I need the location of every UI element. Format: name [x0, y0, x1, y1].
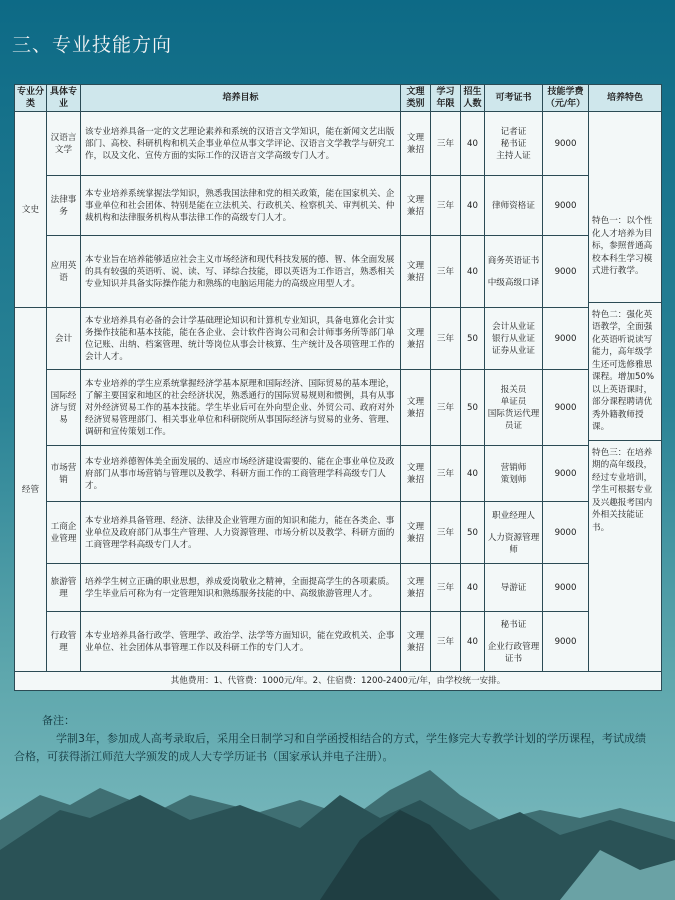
track-cell: 文理兼招 — [401, 308, 431, 370]
cert-line: 银行从业证 — [492, 333, 535, 344]
program-table — [14, 84, 662, 691]
cert-line: 营销师 — [500, 462, 527, 473]
cert-cell — [485, 176, 543, 236]
major-cell: 应用英语 — [47, 236, 81, 308]
header-category: 专业分类 — [15, 85, 47, 112]
track-cell: 文理兼招 — [401, 564, 431, 612]
fee-cell: 9000 — [543, 502, 589, 564]
cert-line: 证券从业证 — [492, 345, 535, 356]
cert-line: 策划师 — [500, 474, 527, 485]
goal-cell: 本专业培养系统掌握法学知识，熟悉我国法律和党的相关政策，能在国家机关、企事业单位和社会团体、特别是能在立法机关、行政机关、检察机关、审判机关、仲裁机构和法律服务机构从事法律工作的高级专门人才。 — [81, 176, 401, 236]
cert-line: 记者证 — [500, 126, 527, 137]
enroll-cell: 40 — [461, 564, 485, 612]
goal-cell: 本专业培养德智体美全面发展的、适应市场经济建设需要的、能在企事业单位及政府部门从事市场营销与管理以及教学、科研方面工作的工商管理学科高级专门人才。 — [81, 446, 401, 502]
header-goal: 培养目标 — [81, 85, 401, 112]
years-cell: 三年 — [431, 502, 461, 564]
goal-cell: 本专业培养具备管理、经济、法律及企业管理方面的知识和能力，能在各类企、事业单位及政府部门从事生产管理、人力资源管理、市场分析以及教学、科研方面的工商管理学科高级专门人才。 — [81, 502, 401, 564]
enroll-cell: 50 — [461, 370, 485, 446]
cert-line: 报关员 — [500, 384, 527, 395]
major-cell: 汉语言文学 — [47, 112, 81, 176]
major-cell: 行政管理 — [47, 612, 81, 672]
cert-cell — [485, 502, 543, 564]
table-row — [15, 176, 662, 236]
header-major: 具体专业 — [47, 85, 81, 112]
track-cell: 文理兼招 — [401, 446, 431, 502]
feature-two: 特色二：强化英语教学，全面强化英语听说读写能力，高年级学生还可选修雅思课程。增加50%以上英语课时，部分课程聘请优秀外籍教师授课。 — [592, 309, 655, 432]
years-cell: 三年 — [431, 370, 461, 446]
goal-cell: 本专业培养具有必备的会计学基础理论知识和计算机专业知识，具备电算化会计实务操作技能和基本技能，能在各企业、会计软件咨询公司和会计师事务所等部门单位记账、出纳、档案管理、统计等岗位从事会计核算、生产统计及各项管理工作的会计人才。 — [81, 308, 401, 370]
major-cell: 国际经济与贸易 — [47, 370, 81, 446]
major-cell: 工商企业管理 — [47, 502, 81, 564]
track-cell: 文理兼招 — [401, 370, 431, 446]
track-cell: 文理兼招 — [401, 176, 431, 236]
major-cell: 会计 — [47, 308, 81, 370]
table-row — [15, 612, 662, 672]
cert-line: 秘书证 — [500, 138, 527, 149]
table-row — [15, 370, 662, 446]
header-cert: 可考证书 — [485, 85, 543, 112]
table-row — [15, 308, 662, 370]
track-cell: 文理兼招 — [401, 612, 431, 672]
fee-cell: 9000 — [543, 176, 589, 236]
years-cell: 三年 — [431, 308, 461, 370]
table-row — [15, 446, 662, 502]
years-cell: 三年 — [431, 446, 461, 502]
fee-cell: 9000 — [543, 564, 589, 612]
track-cell: 文理兼招 — [401, 112, 431, 176]
major-cell: 法律事务 — [47, 176, 81, 236]
fee-cell: 9000 — [543, 112, 589, 176]
cert-line: 会计从业证 — [492, 321, 535, 332]
enroll-cell: 40 — [461, 112, 485, 176]
goal-cell: 培养学生树立正确的职业思想，养成爱岗敬业之精神，全面提高学生的各项素质。学生毕业后可称为有一定管理知识和熟练服务技能的中、高级旅游管理人才。 — [81, 564, 401, 612]
track-cell: 文理兼招 — [401, 502, 431, 564]
table-row — [15, 502, 662, 564]
enroll-cell: 40 — [461, 612, 485, 672]
major-cell: 旅游管理 — [47, 564, 81, 612]
notes-section — [14, 712, 654, 766]
cert-line: 国际货运代理员证 — [487, 408, 540, 431]
table-row — [15, 236, 662, 308]
fee-cell: 9000 — [543, 446, 589, 502]
cert-line: 秘书证 — [500, 619, 527, 630]
years-cell: 三年 — [431, 112, 461, 176]
cert-line: 导游证 — [500, 582, 527, 593]
category-cell: 文史 — [15, 112, 47, 308]
header-years: 学习年限 — [431, 85, 461, 112]
enroll-cell: 50 — [461, 308, 485, 370]
enroll-cell: 50 — [461, 502, 485, 564]
enroll-cell: 40 — [461, 446, 485, 502]
fee-cell: 9000 — [543, 236, 589, 308]
other-fees-text: 其他费用：1、代管费：1000元/年。2、住宿费：1200-2400元/年，由学校统一安排。 — [15, 672, 662, 691]
enroll-cell: 40 — [461, 176, 485, 236]
goal-cell: 该专业培养具备一定的文艺理论素养和系统的汉语言文学知识，能在新闻文艺出版部门、高校、科研机构和机关企事业单位从事文学评论、汉语言文学教学与研究工作，以及文化、宣传方面的实际工作的汉语言文学高级专门人才。 — [81, 112, 401, 176]
cert-cell — [485, 112, 543, 176]
cert-cell — [485, 370, 543, 446]
cert-line: 商务英语证书 — [487, 255, 540, 266]
cert-cell — [485, 612, 543, 672]
years-cell: 三年 — [431, 176, 461, 236]
program-table-container — [14, 84, 661, 691]
notes-body: 学制3年，参加成人高考录取后，采用全日制学习和自学函授相结合的方式，学生修完大专教学计划的学历课程，考试成绩合格，可获得浙江师范大学颁发的成人大专学历证书（国家承认并电子注册）。 — [14, 732, 646, 763]
cert-line: 律师资格证 — [492, 200, 535, 211]
section-title: 三、专业技能方向 — [12, 34, 173, 56]
goal-cell: 本专业培养的学生应系统掌握经济学基本原理和国际经济、国际贸易的基本理论，了解主要国家和地区的社会经济状况，熟悉通行的国际贸易规则和惯例，具有从事对外经济贸易工作的基本技能。学生毕业后可在外向型企业、外贸公司、政府对外经济贸易管理部门、相关事业单位和科研院所从事国际经济与贸易的业务、管理、调研和宣传策划工作。 — [81, 370, 401, 446]
table-header-row — [15, 85, 662, 112]
table-row — [15, 564, 662, 612]
cert-cell — [485, 446, 543, 502]
enroll-cell: 40 — [461, 236, 485, 308]
track-cell: 文理兼招 — [401, 236, 431, 308]
table-row — [15, 112, 662, 176]
fee-cell: 9000 — [543, 370, 589, 446]
cert-line: 单证员 — [500, 396, 527, 407]
other-fees-row — [15, 672, 662, 691]
feature-three: 特色三：在培养期的高年级段，经过专业培训，学生可根据专业及兴趣报考国内外相关技能证书。 — [592, 447, 653, 533]
header-fee: 技能学费（元/年） — [543, 85, 589, 112]
feature-one: 特色一：以个性化人才培养为目标，参照普通高校本科生学习模式进行教学。 — [592, 216, 653, 276]
category-cell: 经管 — [15, 308, 47, 672]
notes-label: 备注： — [42, 714, 75, 727]
header-enroll: 招生人数 — [461, 85, 485, 112]
goal-cell: 本专业培养具备行政学、管理学、政治学、法学等方面知识，能在党政机关、企事业单位、社会团体从事管理工作以及科研工作的专门人才。 — [81, 612, 401, 672]
cert-line: 企业行政管理证书 — [487, 641, 540, 664]
cert-line: 职业经理人 — [492, 510, 535, 521]
years-cell: 三年 — [431, 564, 461, 612]
header-track: 文理类别 — [401, 85, 431, 112]
cert-line: 主持人证 — [496, 150, 531, 161]
cert-cell — [485, 236, 543, 308]
fee-cell: 9000 — [543, 308, 589, 370]
cert-cell — [485, 564, 543, 612]
header-feature: 培养特色 — [589, 85, 662, 112]
fee-cell: 9000 — [543, 612, 589, 672]
major-cell: 市场营销 — [47, 446, 81, 502]
cert-cell — [485, 308, 543, 370]
cert-line: 中级高级口译 — [487, 277, 540, 288]
years-cell: 三年 — [431, 612, 461, 672]
years-cell: 三年 — [431, 236, 461, 308]
goal-cell: 本专业旨在培养能够适应社会主义市场经济和现代科技发展的德、智、体全面发展的具有较强的英语听、说、读、写、译综合技能，即以英语为工作语言，熟悉相关专业知识并具备实际操作能力和熟练的电脑运用能力的高级应用型人才。 — [81, 236, 401, 308]
feature-cell — [589, 112, 662, 672]
cert-line: 人力资源管理师 — [487, 532, 540, 555]
